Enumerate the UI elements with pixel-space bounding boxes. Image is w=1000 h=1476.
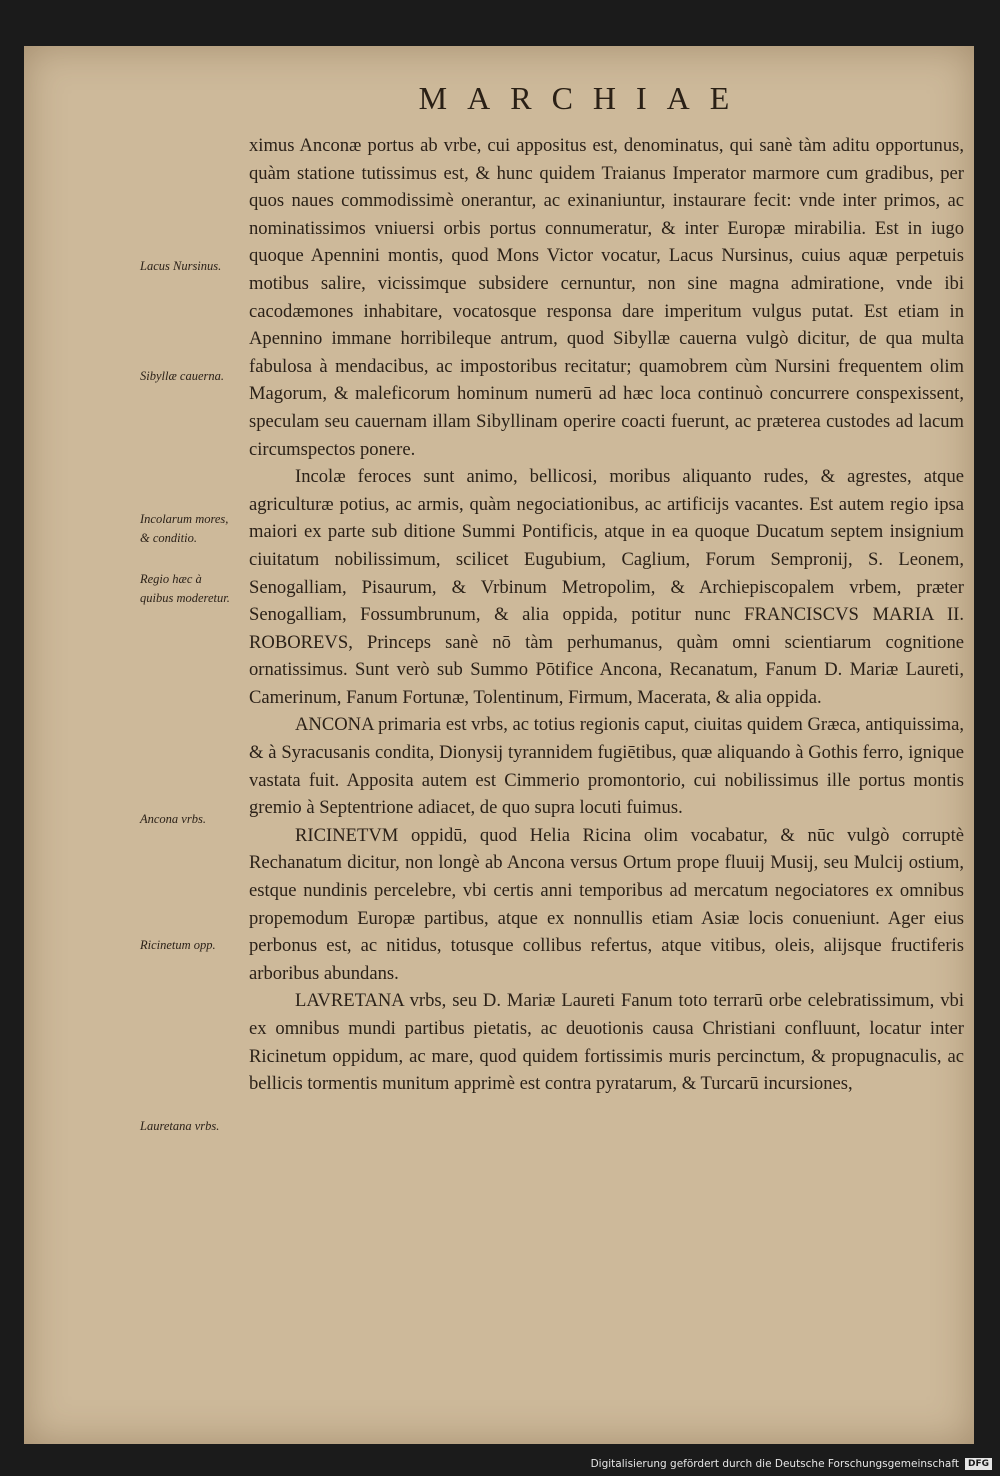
margin-note-incolarum-mores: Incolarum mores, & conditio. [140, 512, 229, 545]
paragraph-5: LAVRETANA vrbs, seu D. Mariæ Laureti Fanum toto terrarū orbe celebratissimum, vbi ex omnibus mundi partibus pietatis, ac deuotionis causa Christiani confluunt, locatur inter Ricinetum oppidum, ac mare, quod quidem fortissimis muris percinctum, & propugnaculis, ac bellicis tormentis munitum apprimè est contra pyratarum, & Turcarū incursiones, [249, 990, 964, 1095]
margin-note-ancona: Ancona vrbs. [140, 812, 206, 826]
footer-credit: Digitalisierung gefördert durch die Deutsche Forschungsgemeinschaft [590, 1458, 959, 1470]
book-page [24, 46, 974, 1444]
main-text-block [249, 132, 964, 1098]
margin-note-lacus-nursinus: Lacus Nursinus. [140, 259, 222, 273]
running-title: MARCHIAE [418, 80, 750, 116]
paragraph-1: ximus Anconæ portus ab vrbe, cui appositus est, denominatus, qui sanè tàm aditu opportunus, quàm statione tutissimus est, & hunc quidem Traianus Imperator marmore cum gradibus, per quos naues commodissimè onerantur, ac exinaniuntur, instaurare fecit: vnde inter primos, ac nominatissimos vniuersi orbis portus connumeratur, & inter Europæ mirabilia. Est in iugo quoque Apennini montis, quod Mons Victor vocatur, Lacus Nursinus, cuius aquæ perpetuis motibus salire, vicissimque subsidere cernuntur, non sine magna admiratione, vnde ibi cacodæmones inhabitare, vocatosque responsa dare imperitum vulgus putat. Est etiam in Apennino immane horribileque antrum, quod Sibyllæ cauerna vulgò dicitur, de qua multa fabulosa à mendacibus, ac impostoribus recitatur; quamobrem cùm Nursini frequentem olim Magorum, & maleficorum hominum numerū ad hæc loca continuò concurrere conspexissent, speculam seu cauernam illam Sibyllinam operire coacti fuerunt, ac præterea custodes ad lacum circumspectos ponere. [249, 135, 964, 460]
paragraph-3: ANCONA primaria est vrbs, ac totius regionis caput, ciuitas quidem Græca, antiquissima, & à Syracusanis condita, Dionysij tyrannidem fugiētibus, quæ aliquando à Gothis ferro, ignique vastata fuit. Apposita autem est Cimmerio promontorio, cui nobilissimus ille portus montis gremio à Septentrione adiacet, de quo supra locuti fuimus. [249, 714, 964, 819]
paragraph-2: Incolæ feroces sunt animo, bellicosi, moribus aliquanto rudes, & agrestes, atque agriculturæ potius, ac armis, quàm negociationibus, ac artificijs vacantes. Est autem regio ipsa maiori ex parte sub ditione Summi Pontificis, atque in ea quoque Ducatum septem insignium ciuitatum nobilissimum, scilicet Eugubium, Caglium, Forum Sempronij, S. Leonem, Senogalliam, Pisaurum, & Vrbinum Metropolim, & Archiepiscopalem vrbem, præter Senogalliam, Fossumbrunum, & alia oppida, potitur nunc FRANCISCVS MARIA II. ROBOREVS, Princeps sanè nō tàm perhumanus, quàm omni scientiarum cognitione ornatissimus. Sunt verò sub Summo Pōtifice Ancona, Recanatum, Fanum D. Mariæ Laureti, Camerinum, Fanum Fortunæ, Tolentinum, Firmum, Macerata, & alia oppida. [249, 466, 964, 708]
paragraph-4: RICINETVM oppidū, quod Helia Ricina olim vocabatur, & nūc vulgò corruptè Rechanatum dicitur, non longè ab Ancona versus Ortum prope fluuij Musij, seu Mulcij ostium, estque nundinis percelebre, vbi certis anni temporibus ad mercatum negociatores ex omnibus propemodum Europæ partibus, atque ex nonnullis etiam Asiæ locis conueniunt. Ager eius perbonus est, ac nitidus, totusque collibus refertus, atque vitibus, oleis, alijsque fructiferis arboribus abundans. [249, 824, 964, 984]
margin-note-lauretana: Lauretana vrbs. [140, 1119, 220, 1133]
dfg-logo-icon: DFG [965, 1458, 992, 1470]
digitization-footer [591, 1458, 992, 1470]
margin-note-sibyllae-cauerna: Sibyllæ cauerna. [140, 369, 225, 383]
margin-note-regio: Regio hæc à quibus moderetur. [140, 572, 230, 605]
margin-note-ricinetum: Ricinetum opp. [140, 938, 216, 952]
